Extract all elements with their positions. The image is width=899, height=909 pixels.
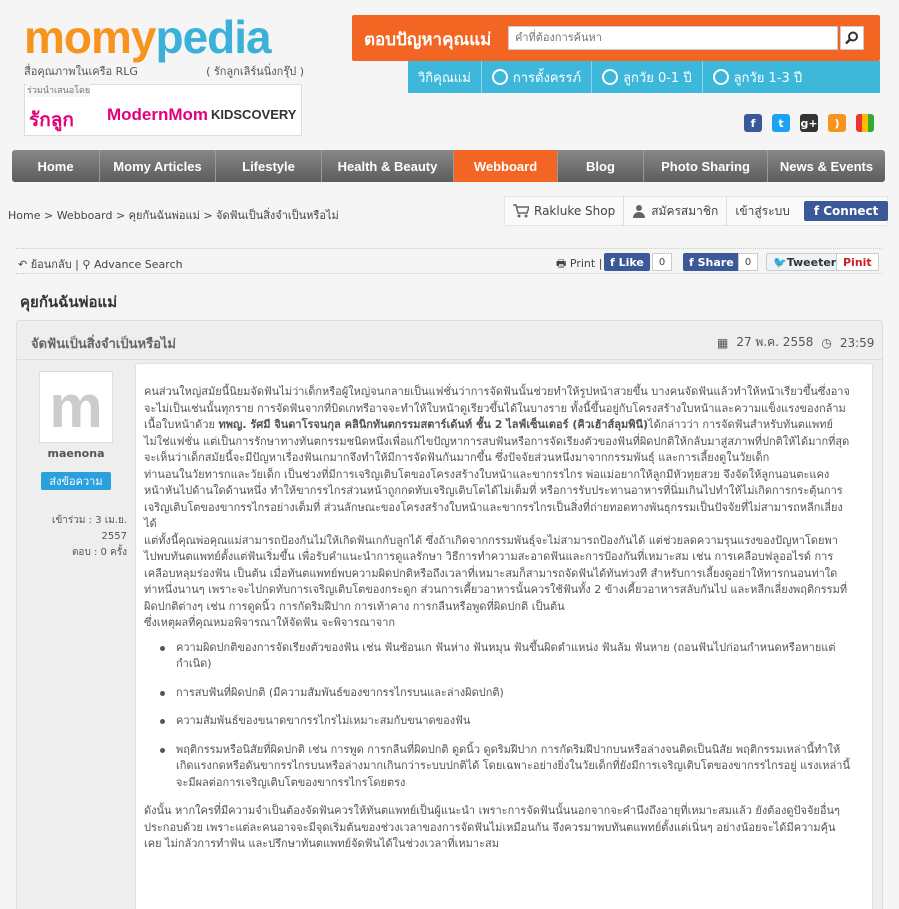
share-count: 0 bbox=[738, 253, 758, 271]
subnav-pregnancy-label: การตั้งครรภ์ bbox=[512, 70, 582, 86]
pregnancy-icon bbox=[492, 69, 508, 85]
calendar-icon: ▦ bbox=[717, 335, 729, 350]
rss-icon[interactable]: ) bbox=[828, 114, 846, 132]
subnav-toddler-1-3-label: ลูกวัย 1-3 ปี bbox=[733, 70, 803, 86]
list-item: พฤติกรรมหรือนิสัยที่ผิดปกติ เช่น การพูด การกลืนที่ผิดปกติ ดูดนิ้ว ดูดริมฝีปาก การกัดริมฝีปากบนหรือล่างจนติดเป็นนิสัย พฤติกรรมเหล่านี้ทำให้เกิดแรงกดหรือดันขากรรไกรบนหรือล่างมากเกินกว่าระบบปกติได้ โดยเฉพาะอย่างยิ่งในวัยเด็กที่ยังมีการเจริญเติบโตของขากรรไกรอยู่ แรงเหล่านี้จะมีผลต่อการเจริญเติบโตของขากรรไกรโดยตรง bbox=[158, 742, 850, 792]
tweet-label: Tweeter bbox=[786, 255, 837, 269]
pinit-button[interactable]: Pinit bbox=[836, 253, 879, 271]
baby-icon bbox=[602, 69, 618, 85]
avatar-letter: m bbox=[49, 373, 103, 440]
subnav-wiki-label: วิกิคุณแม่ bbox=[418, 70, 471, 86]
nav-momy-articles[interactable]: Momy Articles bbox=[100, 150, 216, 182]
share-label: Share bbox=[697, 255, 734, 269]
login-link[interactable]: เข้าสู่ระบบ bbox=[735, 203, 790, 218]
post-text: คนส่วนใหญ่สมัยนี้นิยมจัดฟันไม่ว่าเด็กหรือผู้ใหญ่จนกลายเป็นแฟชั่นว่าการจัดฟันนั้นช่วยทำให้รูปหน้าสวยขึ้น บางคนจัดฟันแล้วทำให้หน้าเรียวขึ้นซึ่งอาจจะไม่เป็นเช่นนั้นทุกราย การจัดฟันจากที่บิดเกทรีอาจจะทำให้ใบหน้าดูเรียวขึ้นได้ในบางราย ทั้งนี้ขึ้นอยู่กับโครงสร้างใบหน้าและความแข็งแรงของกล้ามเนื้อใบหน้าด้วย bbox=[144, 385, 850, 431]
post-paragraph: ดังนั้น หากใครที่มีความจำเป็นต้องจัดฟันควรให้ทันตแพทย์เป็นผู้แนะนำ เพราะการจัดฟันนั้นนอกจากจะคำนึงถึงอายุที่เหมาะสมแล้ว ยังต้องดูปัจจัยอื่นๆ ประกอบด้วย เพราะแต่ละคนอาจจะมีจุดเริ่มต้นของช่วงเวลาของการจัดฟันไม่เหมือนกัน จึงควรมาพบทันตแพทย์ตั้งแต่เนิ่นๆ อย่างน้อยจะได้มีความคุ้นเคย ไม่กลัวการทำฟัน และปรึกษาทันตแพทย์จัดฟันได้ในช่วงเวลาที่เหมาะสม bbox=[144, 804, 840, 850]
cart-icon bbox=[513, 204, 529, 218]
facebook-connect-button[interactable] bbox=[804, 201, 889, 221]
post-paragraph: ท่านอนในวัยทารกและวัยเด็ก เป็นช่วงที่มีการเจริญเติบโตของโครงสร้างใบหน้าและขากรรไกร พ่อแม่อยากให้ลูกมีหัวทุยสวย จึงจัดให้ลูกนอนตะแคงหน้าหันไปด้านใดด้านหนึ่ง ทำให้ขากรรไกรส่วนหน้าถูกกดทับเจริญเติบโตได้ไม่เต็มที่ หรือการรับประทานอาหารที่นิ่มเกินไปทำให้ไม่เกิดการกระตุ้นการเจริญเติบโตของขากรรไกรอย่างเต็มที่ ส่วนลักษณะของโครงสร้างใบหน้าและขากรรไกรเป็นสิ่งที่ถ่ายทอดทางพันธุกรรมเป็นปัจจัยที่ไม่สามารถหลีกเลี่ยงได้ bbox=[144, 467, 843, 530]
subnav-baby-0-1-label: ลูกวัย 0-1 ปี bbox=[623, 70, 692, 86]
googleplus-icon[interactable]: g+ bbox=[800, 114, 818, 132]
logo-tagline-left: สื่อคุณภาพในเครือ RLG bbox=[24, 65, 138, 78]
joined-date: เข้าร่วม : 3 เม.ย. 2557 bbox=[52, 515, 127, 542]
back-icon: ↶ bbox=[18, 258, 31, 271]
partner-kidscovery-logo[interactable]: KIDSCOVERY bbox=[211, 107, 297, 122]
partner-rakluke-logo[interactable]: รักลูก bbox=[29, 110, 74, 131]
subnav-wiki[interactable] bbox=[408, 61, 482, 93]
rakluke-shop-link[interactable] bbox=[505, 196, 624, 226]
reply-count: ตอบ : 0 ครั้ง bbox=[71, 547, 127, 558]
topic-box bbox=[16, 320, 883, 909]
back-link[interactable]: ↶ ย้อนกลับ | ⚲ Advance Search bbox=[18, 258, 183, 271]
print-link[interactable]: 🖶 Print | bbox=[556, 257, 603, 270]
reason-list bbox=[158, 640, 850, 792]
search-button[interactable] bbox=[840, 26, 864, 50]
sub-navigation bbox=[408, 61, 880, 93]
topic-date: 27 พ.ค. 2558 bbox=[736, 335, 814, 349]
list-item: ความสัมพันธ์ของขนาดขากรรไกรไม่เหมาะสมกับขนาดของฟัน bbox=[158, 713, 850, 730]
subnav-toddler-1-3[interactable] bbox=[703, 61, 813, 93]
topic-title: จัดฟันเป็นสิ่งจำเป็นหรือไม่ bbox=[31, 337, 176, 352]
partners-label: ร่วมนำเสนอโดย bbox=[27, 83, 90, 97]
list-item: ความผิดปกติของการจัดเรียงตัวของฟัน เช่น ฟันซ้อนเก ฟันห่าง ฟันหมุน ฟันขึ้นผิดตำแหน่ง ฟันล้ม ฟันหาย (ถอนฟันไปก่อนกำหนดหรือหายแต่กำเนิด) bbox=[158, 640, 850, 673]
post-bold-text: ทพญ. รัศมี จินดาโรจนกุล คลินิกทันตกรรมสตาร์เด้นท์ ชั้น 2 ไลฟ์เซ็นเตอร์ (คิวเฮ้าส์ลุมพินี) bbox=[218, 418, 649, 431]
user-stats bbox=[27, 513, 127, 561]
logo-text-momy: momy bbox=[24, 11, 156, 63]
forum-title: คุยกันฉันพ่อแม่ bbox=[20, 293, 118, 311]
facebook-icon: f bbox=[689, 255, 698, 269]
magnifier-icon: ⚲ bbox=[82, 258, 94, 271]
register-link[interactable] bbox=[624, 196, 727, 226]
topic-datetime bbox=[717, 333, 874, 352]
search-input[interactable] bbox=[508, 26, 838, 50]
search-box bbox=[352, 15, 880, 61]
post-paragraph: แต่ทั้งนี้คุณพ่อคุณแม่สามารถป้องกันไม่ให้เกิดฟันเกกับลูกได้ ซึ่งถ้าเกิดจากกรรมพันธุ์จะไม่สามารถป้องกันได้ แต่ช่วยลดความรุนแรงของปัญหาโดยพาไปพบทันตแพทย์ตั้งแต่ฟันเริ่มขึ้น เพื่อรับคำแนะนำการดูแลรักษา วิธีการทำความสะอาดฟันและการป้องกันที่เหมาะสม เช่น การเคลือบฟลูออไรด์ การเคลือบหลุมร่องฟัน เป็นต้น เมื่อทันตแพทย์พบความผิดปกติหรือถึงเวลาที่เหมาะสมก็สามารถจัดฟันได้ทันท่วงที สำหรับการเลี้ยงดูอย่าให้ทารกนอนท่าใดท่าหนึ่งนานๆ เพราะจะไปกดทับการเจริญเติบโตของกระดูก ส่วนการเคี้ยวอาหารนั้นควรใช้ฟันทั้ง 2 ข้างเคี้ยวอาหารสลับกันไป และหลีกเลี่ยงพฤติกรรมที่ผิดปกติต่างๆ เช่น การดูดนิ้ว การกัดริมฝีปาก การเท้าคาง การกลืนหรือพูดที่ผิดปกติ เป็นต้น bbox=[144, 533, 848, 613]
connect-label: Connect bbox=[823, 204, 879, 218]
nav-blog[interactable]: Blog bbox=[558, 150, 644, 182]
search-icon bbox=[845, 31, 859, 45]
post-paragraph bbox=[144, 384, 850, 467]
facebook-icon: f bbox=[813, 204, 824, 218]
rakluke-shop-label: Rakluke Shop bbox=[534, 204, 616, 218]
topic-time: 23:59 bbox=[839, 335, 875, 350]
like-label: Like bbox=[618, 255, 644, 269]
facebook-icon: f bbox=[610, 255, 619, 269]
main-navigation bbox=[12, 150, 885, 182]
logo-text-pedia: pedia bbox=[155, 11, 271, 63]
advance-search-link[interactable]: Advance Search bbox=[93, 258, 183, 271]
breadcrumb[interactable]: Home > Webboard > คุยกันฉันพ่อแม่ > จัดฟันเป็นสิ่งจำเป็นหรือไม่ bbox=[8, 209, 339, 222]
facebook-share-button[interactable] bbox=[683, 253, 740, 271]
post-body bbox=[135, 363, 873, 909]
avatar[interactable] bbox=[39, 371, 113, 443]
divider bbox=[17, 359, 882, 360]
nav-photo-sharing[interactable]: Photo Sharing bbox=[644, 150, 768, 182]
tweet-button[interactable] bbox=[766, 253, 843, 271]
print-label: Print bbox=[569, 257, 596, 270]
twitter-icon[interactable]: t bbox=[772, 114, 790, 132]
user-toolbar bbox=[504, 196, 888, 226]
send-message-button[interactable]: ส่งข้อความ bbox=[41, 472, 111, 490]
subnav-baby-0-1[interactable] bbox=[592, 61, 703, 93]
stats-icon[interactable] bbox=[856, 114, 874, 132]
site-logo[interactable] bbox=[24, 11, 314, 78]
nav-home[interactable]: Home bbox=[12, 150, 100, 182]
nav-news-events[interactable]: News & Events bbox=[779, 158, 874, 174]
back-label: ย้อนกลับ bbox=[30, 258, 72, 271]
logo-tagline-right: ( รักลูกเลิร์นนิ่งกรุ๊ป ) bbox=[206, 65, 304, 78]
post-text: ได้กล่าวว่า การจัดฟันสำหรับทันตแพทย์ไม่ใช่แฟชั่น แต่เป็นการรักษาทางทันตกรรมชนิดหนึ่งเพื่อแก้ไขปัญหาการสบฟันหรือการจัดเรียงตัวของฟันที่ผิดปกติให้กลับมาสู่สภาพที่ปกติให้ได้มากที่สุด จะเห็นว่าเด็กสมัยนี้จะมีปัญหาเรื่องฟันเกมากจึงทำให้มีการจัดฟันกันมากขึ้น ซึ่งปัจจัยส่วนหนึ่งมาจากกรรมพันธุ์ และการเลี้ยงดูในวัยเด็ก bbox=[144, 418, 850, 464]
facebook-like-button[interactable] bbox=[604, 253, 650, 271]
search-title: ตอบปัญหาคุณแม่ bbox=[364, 30, 492, 50]
logo-tagline bbox=[24, 62, 304, 80]
nav-webboard[interactable]: Webboard bbox=[454, 150, 558, 182]
like-count: 0 bbox=[652, 253, 672, 271]
register-label: สมัครสมาชิก bbox=[651, 203, 719, 218]
post-paragraph: ซึ่งเหตุผลที่คุณหมอพิจารณาให้จัดฟัน จะพิจารณาจาก bbox=[144, 616, 396, 629]
partners-box bbox=[24, 84, 302, 136]
partner-modernmom-logo[interactable]: ModernMom bbox=[107, 105, 209, 124]
printer-icon: 🖶 bbox=[556, 257, 570, 270]
clock-icon: ◷ bbox=[821, 335, 832, 350]
user-icon bbox=[632, 204, 646, 218]
facebook-icon[interactable]: f bbox=[744, 114, 762, 132]
action-bar bbox=[16, 248, 882, 274]
social-icons bbox=[744, 114, 874, 132]
username[interactable]: maenona bbox=[47, 447, 105, 460]
nav-lifestyle[interactable]: Lifestyle bbox=[216, 150, 322, 182]
toddler-icon bbox=[713, 69, 729, 85]
twitter-icon: 🐦 bbox=[773, 255, 787, 269]
list-item: การสบฟันที่ผิดปกติ (มีความสัมพันธ์ของขากรรไกรบนและล่างผิดปกติ) bbox=[158, 685, 850, 702]
subnav-pregnancy[interactable] bbox=[482, 61, 592, 93]
nav-health-beauty[interactable]: Health & Beauty bbox=[322, 150, 454, 182]
